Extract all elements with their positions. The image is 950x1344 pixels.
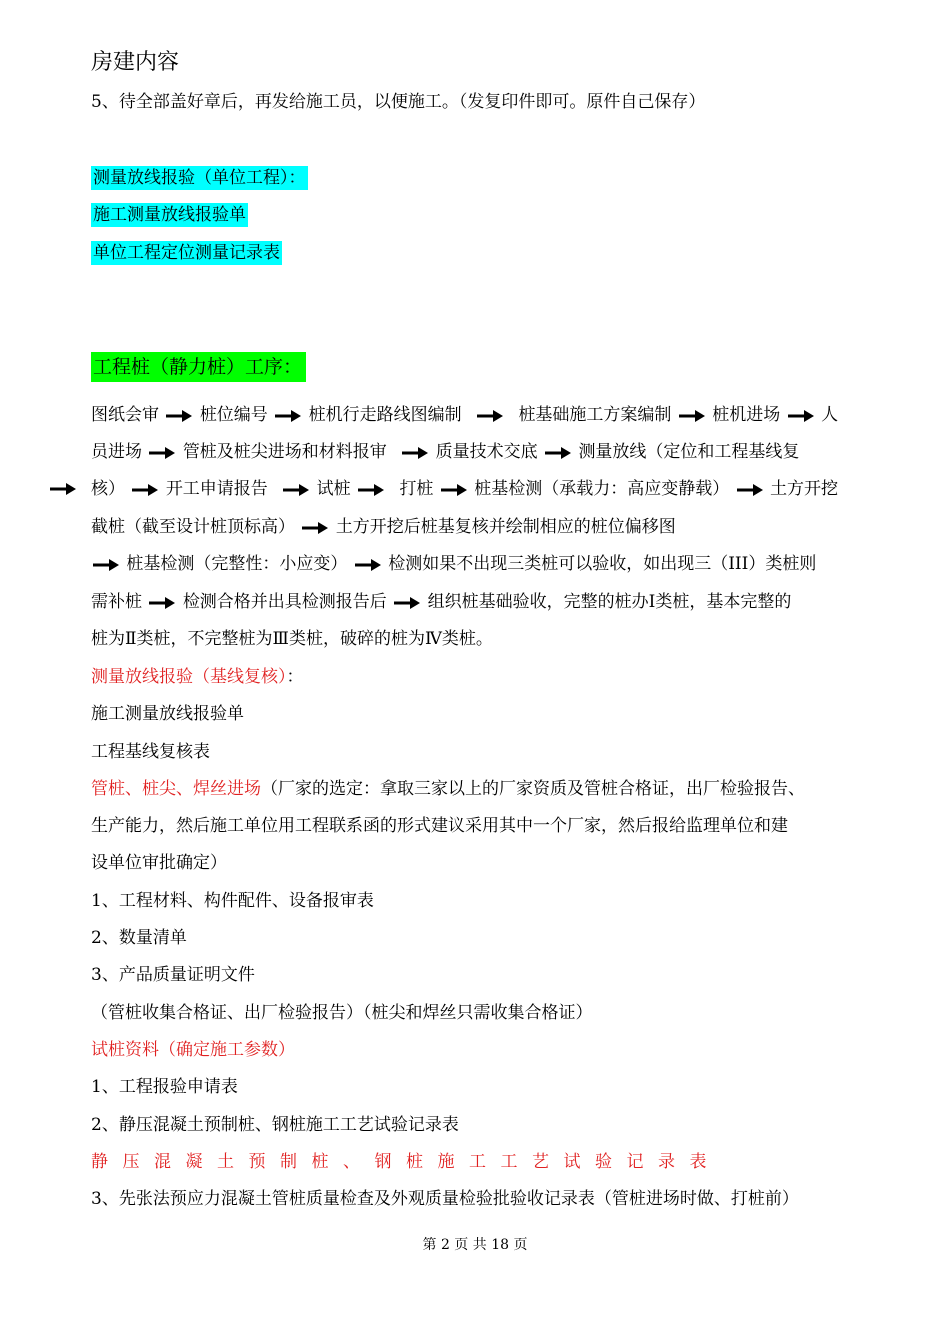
right-arrow-icon [358,484,384,496]
right-arrow-icon [275,410,301,422]
flow-step: 检测合格并出具检测报告后 [182,592,387,612]
baseline-survey-colon: ： [286,667,304,687]
right-arrow-icon [149,447,175,459]
flow-step: 测量放线（定位和工程基线复 [578,442,800,462]
right-arrow-icon [50,483,76,495]
right-arrow-icon [132,484,158,496]
unit-survey-heading-text: 测量放线报验（单位工程）： [93,168,306,188]
flow-step: 桩为Ⅱ类桩，不完整桩为Ⅲ类桩，破碎的桩为Ⅳ类桩。 [91,629,493,649]
right-arrow-icon [283,484,309,496]
right-arrow-icon [166,410,192,422]
pile-entry-desc: 设单位审批确定） [91,853,227,873]
pile-entry-item: 3、产品质量证明文件 [91,965,255,985]
flow-step: 管桩及桩尖进场和材料报审 [182,442,387,462]
baseline-survey-heading-text: 测量放线报验（基线复核） [91,667,287,687]
flow-step: 桩基础施工方案编制 [518,405,672,425]
pile-entry-note: （管桩收集合格证、出厂检验报告）（桩尖和焊丝只需收集合格证） [91,1003,593,1023]
pile-entry-paragraph [91,777,805,801]
flow-step: 员进场 [91,442,142,462]
right-arrow-icon [441,484,467,496]
pile-entry-desc: （厂家的选定：拿取三家以上的厂家资质及管桩合格证，出厂检验报告、 [261,779,805,799]
right-arrow-icon [788,410,814,422]
flow-step: 核） [91,479,125,499]
right-arrow-icon [737,484,763,496]
flow-step: 质量技术交底 [435,442,538,462]
pile-entry-desc: 生产能力，然后施工单位用工程联系函的形式建议采用其中一个厂家，然后报给监理单位和建 [91,816,788,836]
pile-entry-heading: 管桩、桩尖、焊丝进场 [91,779,261,799]
test-pile-red-line: 静压混凝土预制桩、钢桩施工工艺试验记录表 [91,1152,721,1172]
unit-survey-item [91,203,248,227]
pile-entry-item: 1、工程材料、构件配件、设备报审表 [91,891,374,911]
right-arrow-icon [149,597,175,609]
flow-step: 截桩（截至设计桩顶标高） [91,517,295,537]
test-pile-item: 2、静压混凝土预制桩、钢桩施工工艺试验记录表 [91,1115,459,1135]
flow-step: 试桩 [316,479,351,499]
pile-process-flow-line [91,590,791,614]
flow-step: 桩机进场 [712,405,781,425]
pile-process-flow-line [91,515,676,539]
flow-step: 需补桩 [91,592,142,612]
right-arrow-icon [302,522,328,534]
baseline-survey-item: 工程基线复核表 [91,742,210,762]
baseline-survey-item: 施工测量放线报验单 [91,704,244,724]
pile-process-heading [91,355,306,380]
page-title: 房建内容 [91,50,180,75]
flow-step: 打桩 [399,479,434,499]
unit-survey-item [91,241,282,265]
flow-step: 检测如果不出现三类桩可以验收，如出现三（III）类桩则 [388,554,817,574]
flow-step: 桩基检测（完整性：小应变） [126,554,348,574]
flow-step: 土方开挖 [770,479,839,499]
flow-step: 土方开挖后桩基复核并绘制相应的桩位偏移图 [335,517,676,537]
test-pile-item: 1、工程报验申请表 [91,1077,238,1097]
page-footer: 第 2 页 共 18 页 [422,1237,528,1253]
right-arrow-icon [355,559,381,571]
pile-process-flow-line [91,627,493,651]
flow-step: 图纸会审 [91,405,159,425]
flow-step: 人 [821,405,839,425]
flow-step: 桩基检测（承载力：高应变静载） [474,479,730,499]
pile-entry-item: 2、数量清单 [91,928,187,948]
right-arrow-icon [545,447,571,459]
intro-step-5: 5、待全部盖好章后，再发给施工员，以便施工。（发复印件即可。原件自己保存） [91,92,706,112]
unit-survey-heading [91,166,308,190]
right-arrow-icon [394,597,420,609]
pile-process-flow-line [91,440,799,464]
flow-step: 桩位编号 [199,405,268,425]
unit-survey-item-text: 施工测量放线报验单 [93,205,246,225]
flow-step: 桩机行走路线图编制 [308,405,462,425]
unit-survey-item-text: 单位工程定位测量记录表 [93,243,280,263]
right-arrow-icon [679,410,705,422]
test-pile-item: 3、先张法预应力混凝土管桩质量检查及外观质量检验批验收记录表（管桩进场时做、打桩前） [91,1189,799,1209]
right-arrow-icon [402,447,428,459]
test-pile-heading: 试桩资料（确定施工参数） [91,1040,295,1060]
pile-process-flow-line [91,403,838,427]
pile-process-flow-line [91,477,838,501]
flow-step: 组织桩基础验收，完整的桩办Ⅰ类桩，基本完整的 [427,592,792,612]
right-arrow-icon [477,410,503,422]
pile-process-heading-text: 工程桩（静力桩）工序： [91,352,306,382]
baseline-survey-heading [91,665,304,689]
pile-process-flow-line [91,552,816,576]
flow-step: 开工申请报告 [165,479,268,499]
right-arrow-icon [93,559,119,571]
